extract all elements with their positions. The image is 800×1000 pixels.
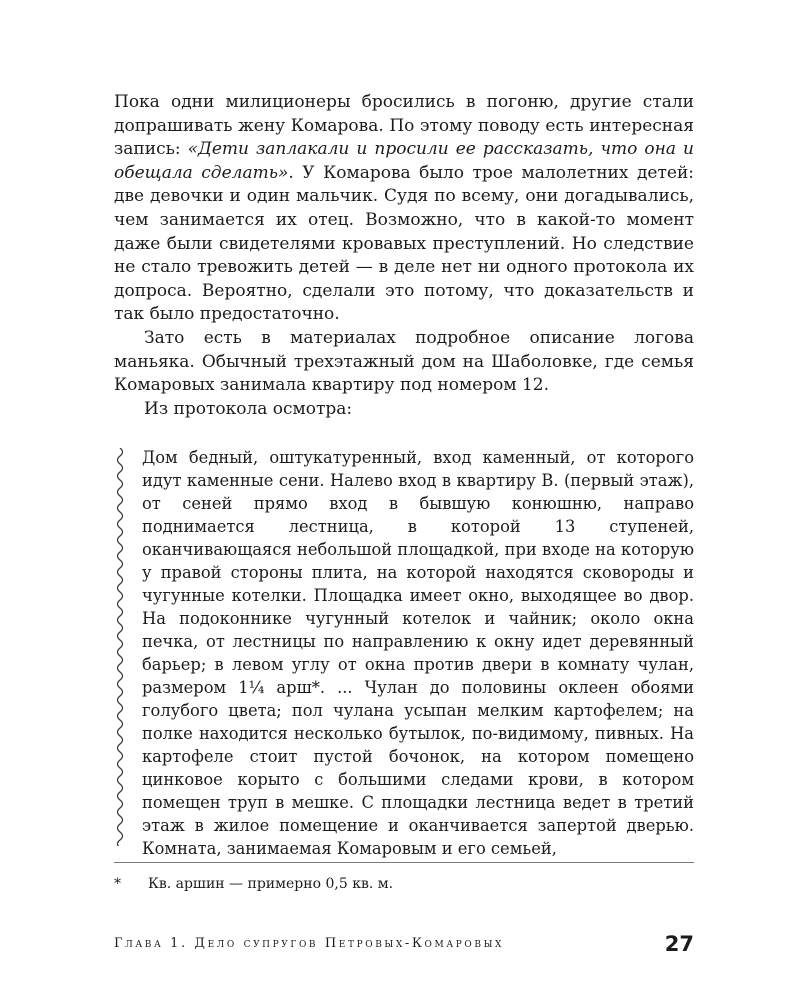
paragraph-2: Зато есть в материалах подробное описание логова маньяка. Обычный трехэтажный дом на Шаболовке, где семья Комаровых занимала квартиру под номером 12.	[114, 327, 694, 396]
footnote	[114, 874, 694, 894]
paragraph-1-start: Пока одни милиционеры бросились в погоню, другие стали допрашивать жену Комарова. По этому поводу есть интересная запись:	[114, 92, 694, 160]
footnote-text: Кв. аршин — примерно 0,5 кв. м.	[148, 876, 394, 892]
wavy-border-ornament	[114, 448, 126, 846]
quote-text: Дом бедный, оштукатуренный, вход каменный, от которого идут каменные сени. Налево вход в квартиру В. (первый этаж), от сеней прямо вход в бывшую конюшню, направо поднимается лестница, в которой 13 ступеней, оканчивающаяся небольшой площадкой, при входе на которую у правой стороны плита, на которой находятся сковороды и чугунные котелки. Площадка имеет окно, выходящее во двор. На подоконнике чугунный котелок и чайник; около окна печка, от лестницы по направлению к окну идет деревянный барьер; в левом углу от окна против двери в комнату чулан, размером 1¼ арш*. ... Чулан до половины оклеен обоями голубого цвета; пол чулана усыпан мелким картофелем; на полке находится несколько бутылок, по-видимому, пивных. На картофеле стоит пустой бочонок, на котором помещено цинковое корыто с большими следами крови, в котором помещен труп в мешке. С площадки лестница ведет в третий этаж в жилое помещение и оканчивается запертой дверью. Комната, занимаемая Комаровым и его семьей,	[142, 448, 694, 858]
paragraph-1-end: . У Комарова было трое малолетних детей: две девочки и один мальчик. Судя по всему, они догадывались, чем занимается их отец. Возможно, что в какой-то момент даже были свидетелями кровавых преступлений. Но следствие не стало тревожить детей — в деле нет ни одного протокола их допроса. Вероятно, сделали это потому, что доказательств и так было предостаточно.	[114, 162, 695, 325]
running-footer	[114, 932, 694, 956]
inline-quote: «Дети заплакали и просили ее рассказать, что она и обещала сделать»	[114, 139, 694, 183]
quote-block	[114, 446, 694, 858]
main-text	[114, 91, 694, 421]
footnote-mark: *	[114, 876, 121, 892]
page-number: 27	[664, 932, 694, 956]
footnote-divider	[114, 862, 694, 863]
paragraph-1	[114, 91, 694, 327]
paragraph-3: Из протокола осмотра:	[144, 398, 353, 419]
running-title: Глава 1. Дело супругов Петровых-Комаровых	[114, 936, 505, 951]
